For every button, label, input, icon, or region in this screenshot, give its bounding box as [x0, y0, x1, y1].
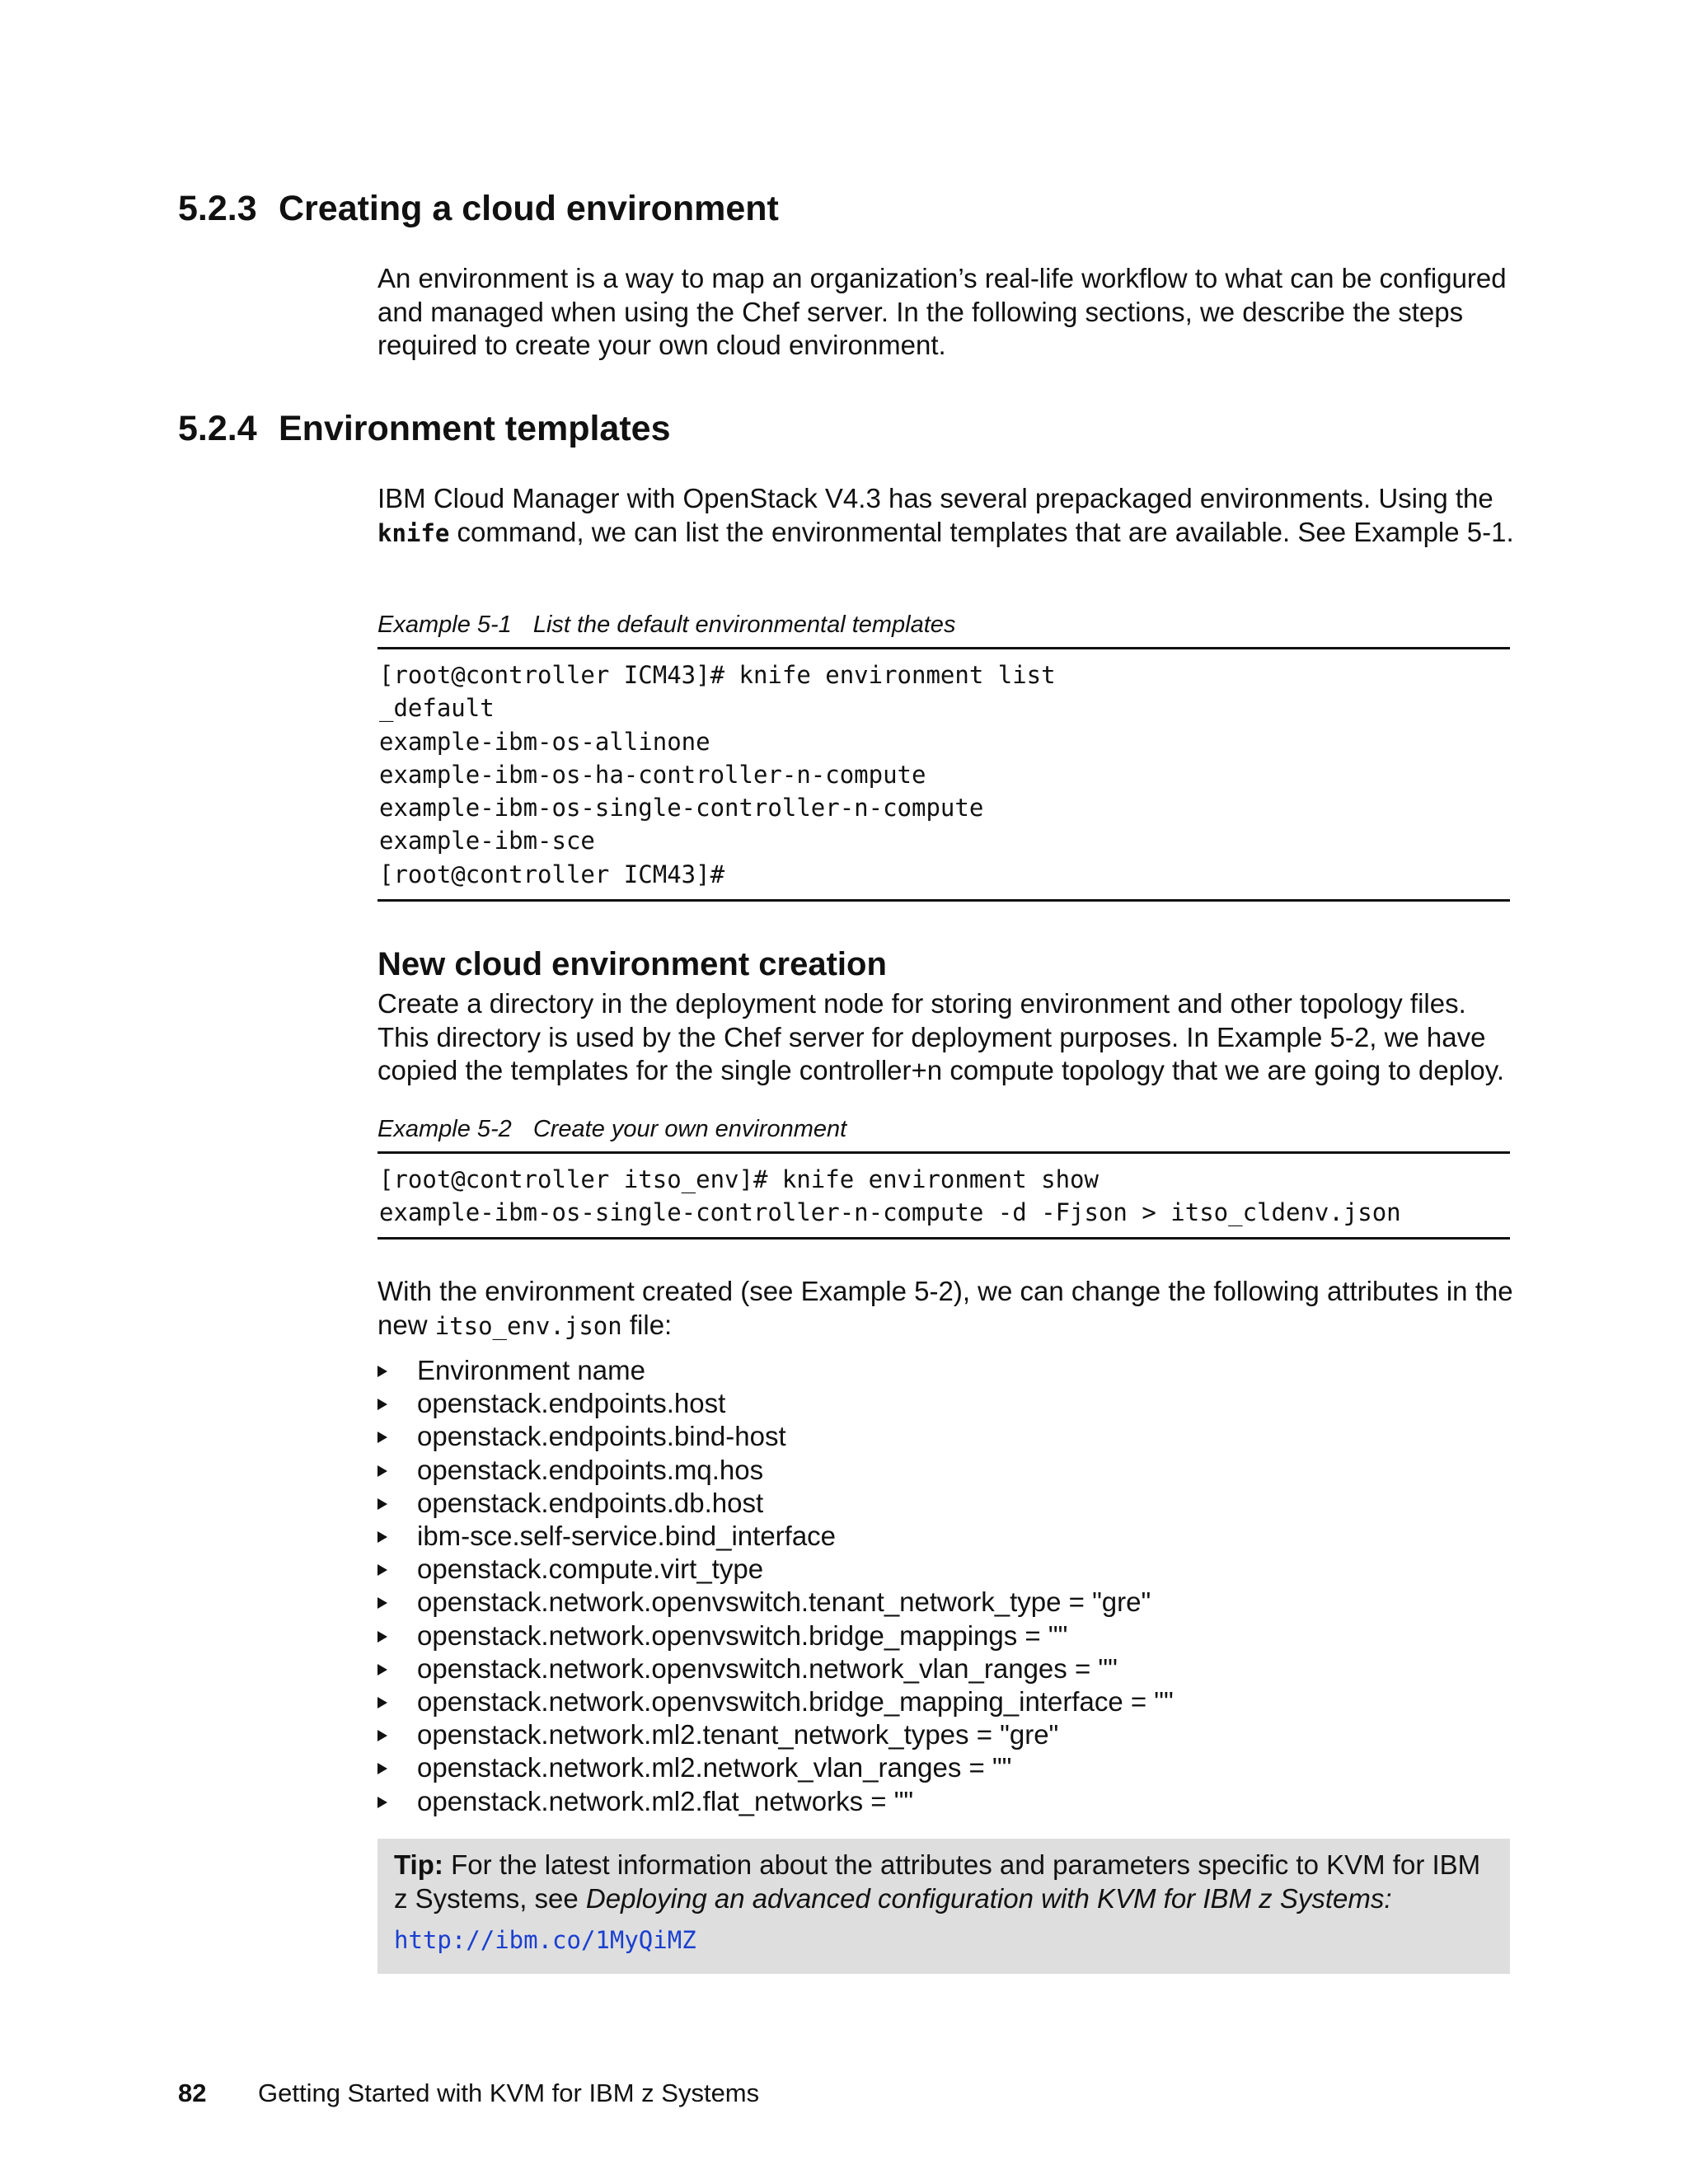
example-label: Example 5-1	[377, 612, 512, 638]
code-line: example-ibm-os-single-controller-n-compute	[379, 794, 984, 823]
bullet-triangle-icon	[377, 1631, 387, 1643]
list-item-text: openstack.compute.virt_type	[417, 1554, 764, 1585]
section-1-paragraph: An environment is a way to map an organization’s real-life workflow to what can be configured and managed when using the Chef server. In the following sections, we describe the steps required to create your own cloud environment.	[377, 263, 1507, 360]
list-item-text: openstack.network.ml2.flat_networks = ""	[417, 1785, 914, 1816]
section-number: 5.2.3	[178, 189, 257, 228]
section-2-paragraph	[377, 482, 1515, 550]
tip-body: For the latest information about the attributes and parameters specific to KVM for IBM z Systems, see	[394, 1849, 1481, 1914]
code-line: example-ibm-sce	[379, 827, 595, 855]
example-caption-text: List the default environmental templates	[532, 612, 956, 638]
bullet-triangle-icon	[377, 1432, 387, 1443]
list-item	[377, 1685, 1174, 1718]
code-line: _default	[379, 694, 495, 723]
json-file-name: itso_env.json	[434, 1311, 622, 1340]
code-line: [root@controller itso_env]# knife environment show	[379, 1165, 1099, 1193]
paragraph-text: IBM Cloud Manager with OpenStack V4.3 has several prepackaged environments. Using the	[377, 483, 1493, 513]
list-item-text: openstack.network.ml2.network_vlan_ranges = ""	[417, 1752, 1012, 1783]
example-label: Example 5-2	[377, 1116, 512, 1142]
paragraph-text: file:	[629, 1309, 673, 1340]
bullet-triangle-icon	[377, 1797, 387, 1808]
list-item	[377, 1520, 1174, 1553]
list-item	[377, 1354, 1174, 1387]
list-item	[377, 1454, 1174, 1487]
list-item-text: openstack.network.openvswitch.tenant_network_type = "gre"	[417, 1586, 1151, 1618]
tip-label: Tip:	[394, 1849, 443, 1880]
list-item	[377, 1751, 1174, 1784]
subsection-heading: New cloud environment creation	[377, 946, 887, 982]
bullet-triangle-icon	[377, 1564, 387, 1576]
list-item	[377, 1652, 1174, 1685]
attributes-intro-paragraph	[377, 1275, 1515, 1343]
bullet-triangle-icon	[377, 1366, 387, 1377]
list-item	[377, 1718, 1174, 1751]
list-item-text: openstack.endpoints.mq.hos	[417, 1454, 764, 1485]
tip-text	[394, 1849, 1493, 1915]
bullet-triangle-icon	[377, 1597, 387, 1609]
paragraph-text: command, we can list the environmental templates that are available. See Example 5-1.	[457, 516, 1514, 547]
section-title: Environment templates	[279, 409, 671, 448]
bullet-triangle-icon	[377, 1697, 387, 1708]
page-number: 82	[178, 2079, 207, 2107]
list-item	[377, 1586, 1174, 1619]
list-item	[377, 1387, 1174, 1420]
list-item	[377, 1619, 1174, 1652]
bullet-triangle-icon	[377, 1763, 387, 1774]
bullet-triangle-icon	[377, 1465, 387, 1477]
example-1-caption	[377, 611, 955, 639]
bullet-triangle-icon	[377, 1498, 387, 1510]
knife-command: knife	[377, 518, 450, 547]
list-item-text: openstack.network.openvswitch.network_vlan_ranges = ""	[417, 1652, 1118, 1684]
tip-box	[377, 1839, 1510, 1974]
tip-italic-title: Deploying an advanced configuration with KVM for IBM z Systems:	[585, 1882, 1392, 1914]
list-item-text: openstack.endpoints.db.host	[417, 1487, 764, 1518]
section-title: Creating a cloud environment	[279, 189, 779, 228]
section-heading-5-2-3	[178, 188, 779, 229]
list-item-text: openstack.endpoints.bind-host	[417, 1421, 786, 1452]
subsection-paragraph: Create a directory in the deployment node for storing environment and other topology files. This directory is used by the Chef server for deployment purposes. In Example 5-2, we have copied the templates for the single controller+n compute topology that we are going to deploy.	[377, 988, 1504, 1085]
list-item-text: Environment name	[417, 1355, 645, 1385]
bullet-triangle-icon	[377, 1730, 387, 1741]
list-item-text: openstack.network.openvswitch.bridge_mapping_interface = ""	[417, 1686, 1174, 1718]
paragraph-text: With the environment created (see Example 5-2), we can change the following attributes in the new	[377, 1276, 1513, 1340]
example-2-code-block	[377, 1151, 1510, 1240]
bullet-triangle-icon	[377, 1664, 387, 1675]
code-line: example-ibm-os-ha-controller-n-compute	[379, 760, 926, 789]
list-item	[377, 1487, 1174, 1520]
page-footer	[178, 2077, 759, 2110]
list-item-text: openstack.network.openvswitch.bridge_mappings = ""	[417, 1619, 1068, 1651]
tip-link[interactable]: http://ibm.co/1MyQiMZ	[394, 1926, 696, 1954]
section-number: 5.2.4	[178, 409, 257, 448]
example-2-caption	[377, 1115, 846, 1143]
list-item	[377, 1553, 1174, 1586]
code-line: example-ibm-os-allinone	[379, 727, 710, 756]
code-line: [root@controller ICM43]# knife environment list	[379, 661, 1056, 689]
list-item	[377, 1785, 1174, 1818]
attribute-list	[377, 1354, 1174, 1818]
list-item-text: ibm-sce.self-service.bind_interface	[417, 1521, 837, 1552]
example-caption-text: Create your own environment	[532, 1116, 847, 1142]
bullet-triangle-icon	[377, 1399, 387, 1410]
section-heading-5-2-4	[178, 408, 671, 449]
list-item-text: openstack.endpoints.host	[417, 1388, 726, 1419]
book-title: Getting Started with KVM for IBM z Systems	[258, 2079, 760, 2107]
code-line: [root@controller ICM43]#	[379, 860, 725, 888]
bullet-triangle-icon	[377, 1531, 387, 1543]
example-1-code-block	[377, 647, 1510, 902]
list-item	[377, 1420, 1174, 1453]
list-item-text: openstack.network.ml2.tenant_network_types = "gre"	[417, 1719, 1059, 1750]
code-line: example-ibm-os-single-controller-n-compute -d -Fjson > itso_cldenv.json	[379, 1198, 1401, 1227]
